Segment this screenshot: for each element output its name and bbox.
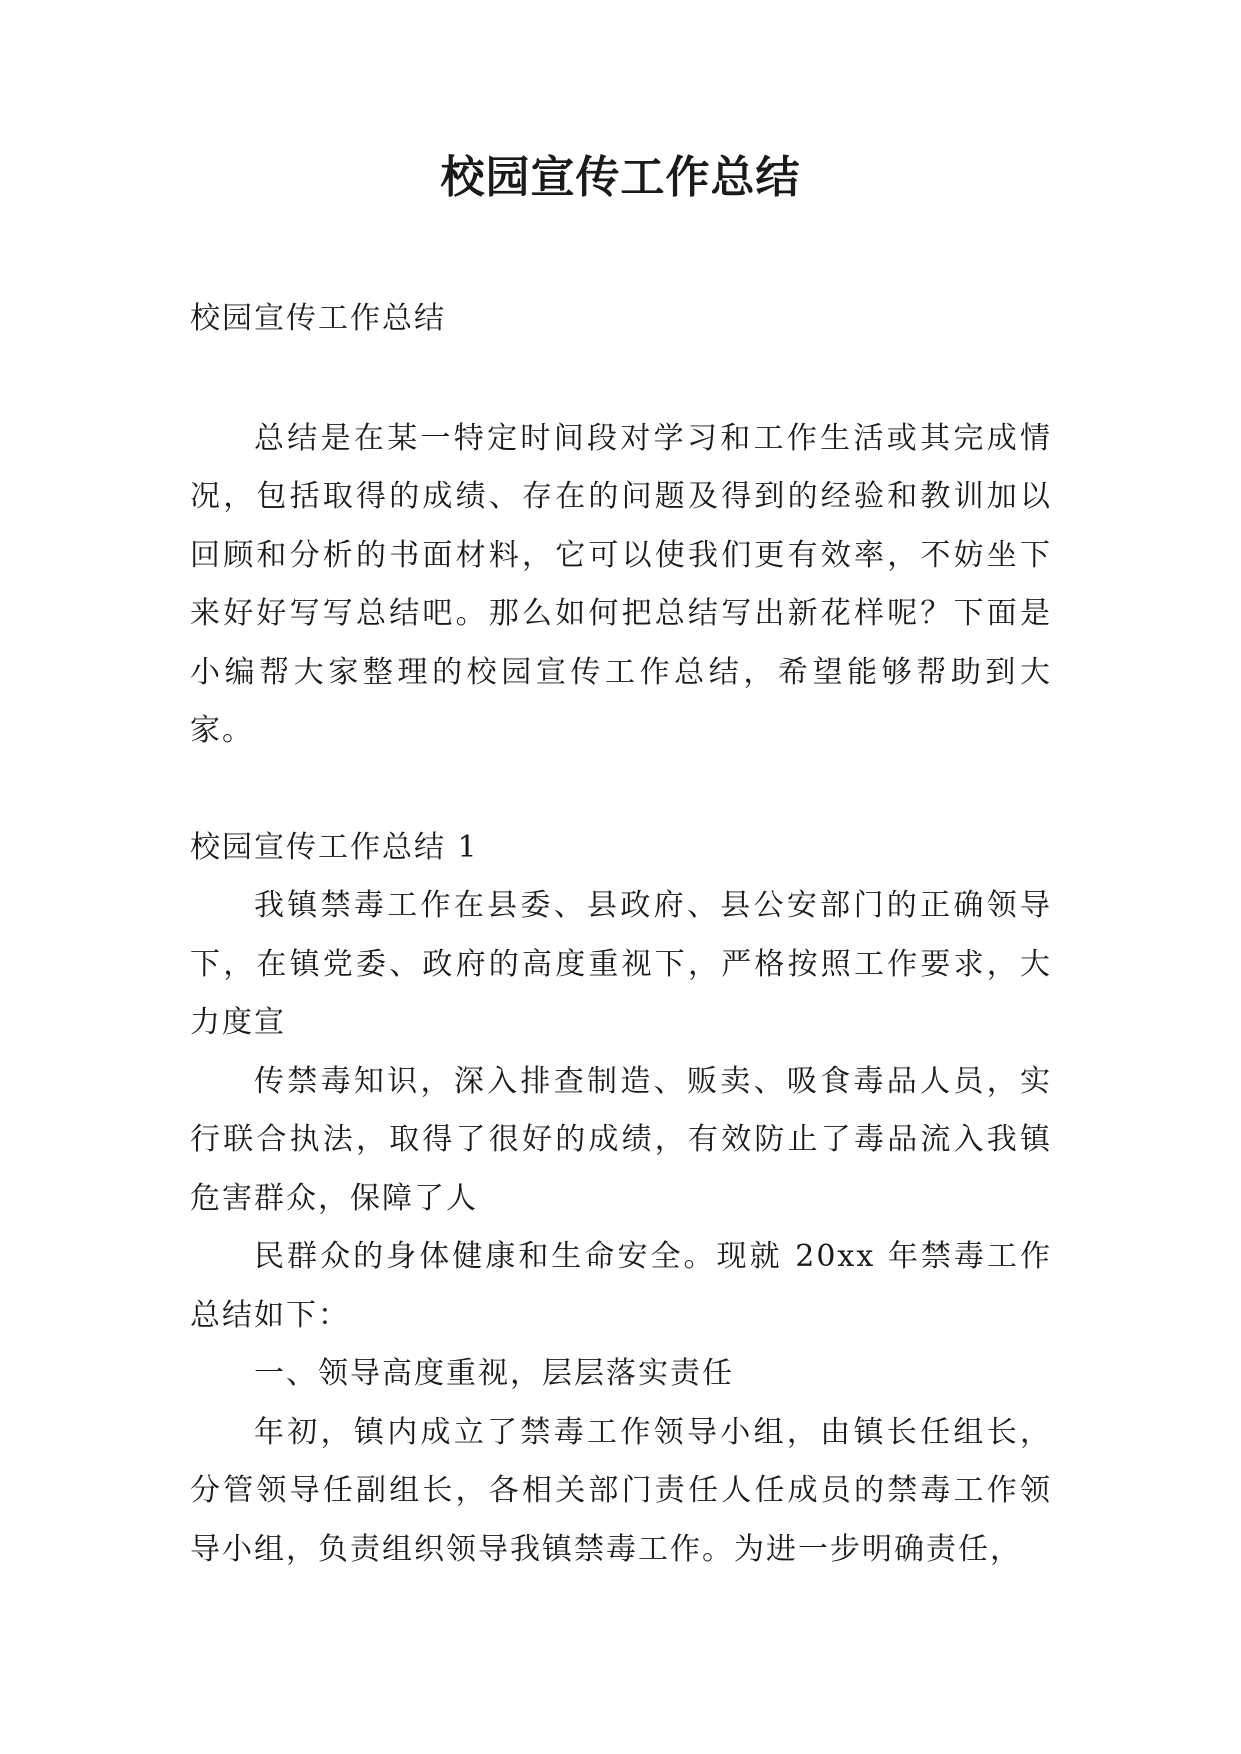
body-paragraph: 年初，镇内成立了禁毒工作领导小组，由镇长任组长，分管领导任副组长，各相关部门责任人任成员的禁毒工作领导小组，负责组织领导我镇禁毒工作。为进一步明确责任， <box>190 1414 1052 1567</box>
document-title: 校园宣传工作总结 <box>440 152 801 203</box>
document-subtitle: 校园宣传工作总结 <box>190 301 446 336</box>
body-paragraph: 民群众的身体健康和生命安全。现就 20xx 年禁毒工作总结如下： <box>190 1239 1052 1333</box>
body-paragraph: 传禁毒知识，深入排查制造、贩卖、吸食毒品人员，实行联合执法，取得了很好的成绩，有效防止了毒品流入我镇危害群众，保障了人 <box>190 1063 1052 1216</box>
spacer <box>190 761 1052 819</box>
spacer <box>190 349 1052 410</box>
intro-paragraph: 总结是在某一特定时间段对学习和工作生活或其完成情况，包括取得的成绩、存在的问题及得到的经验和教训加以回顾和分析的书面材料，它可以使我们更有效率，不妨坐下来好好写写总结吧。那么如何把总结写出新花样呢？下面是小编帮大家整理的校园宣传工作总结，希望能够帮助到大家。 <box>190 420 1052 748</box>
body-paragraph: 我镇禁毒工作在县委、县政府、县公安部门的正确领导下，在镇党委、政府的高度重视下，严格按照工作要求，大力度宣 <box>190 888 1052 1040</box>
section-heading: 校园宣传工作总结 1 <box>190 829 479 865</box>
subsection-heading: 一、领导高度重视，层层落实责任 <box>254 1356 734 1391</box>
document-body <box>190 290 1052 1579</box>
